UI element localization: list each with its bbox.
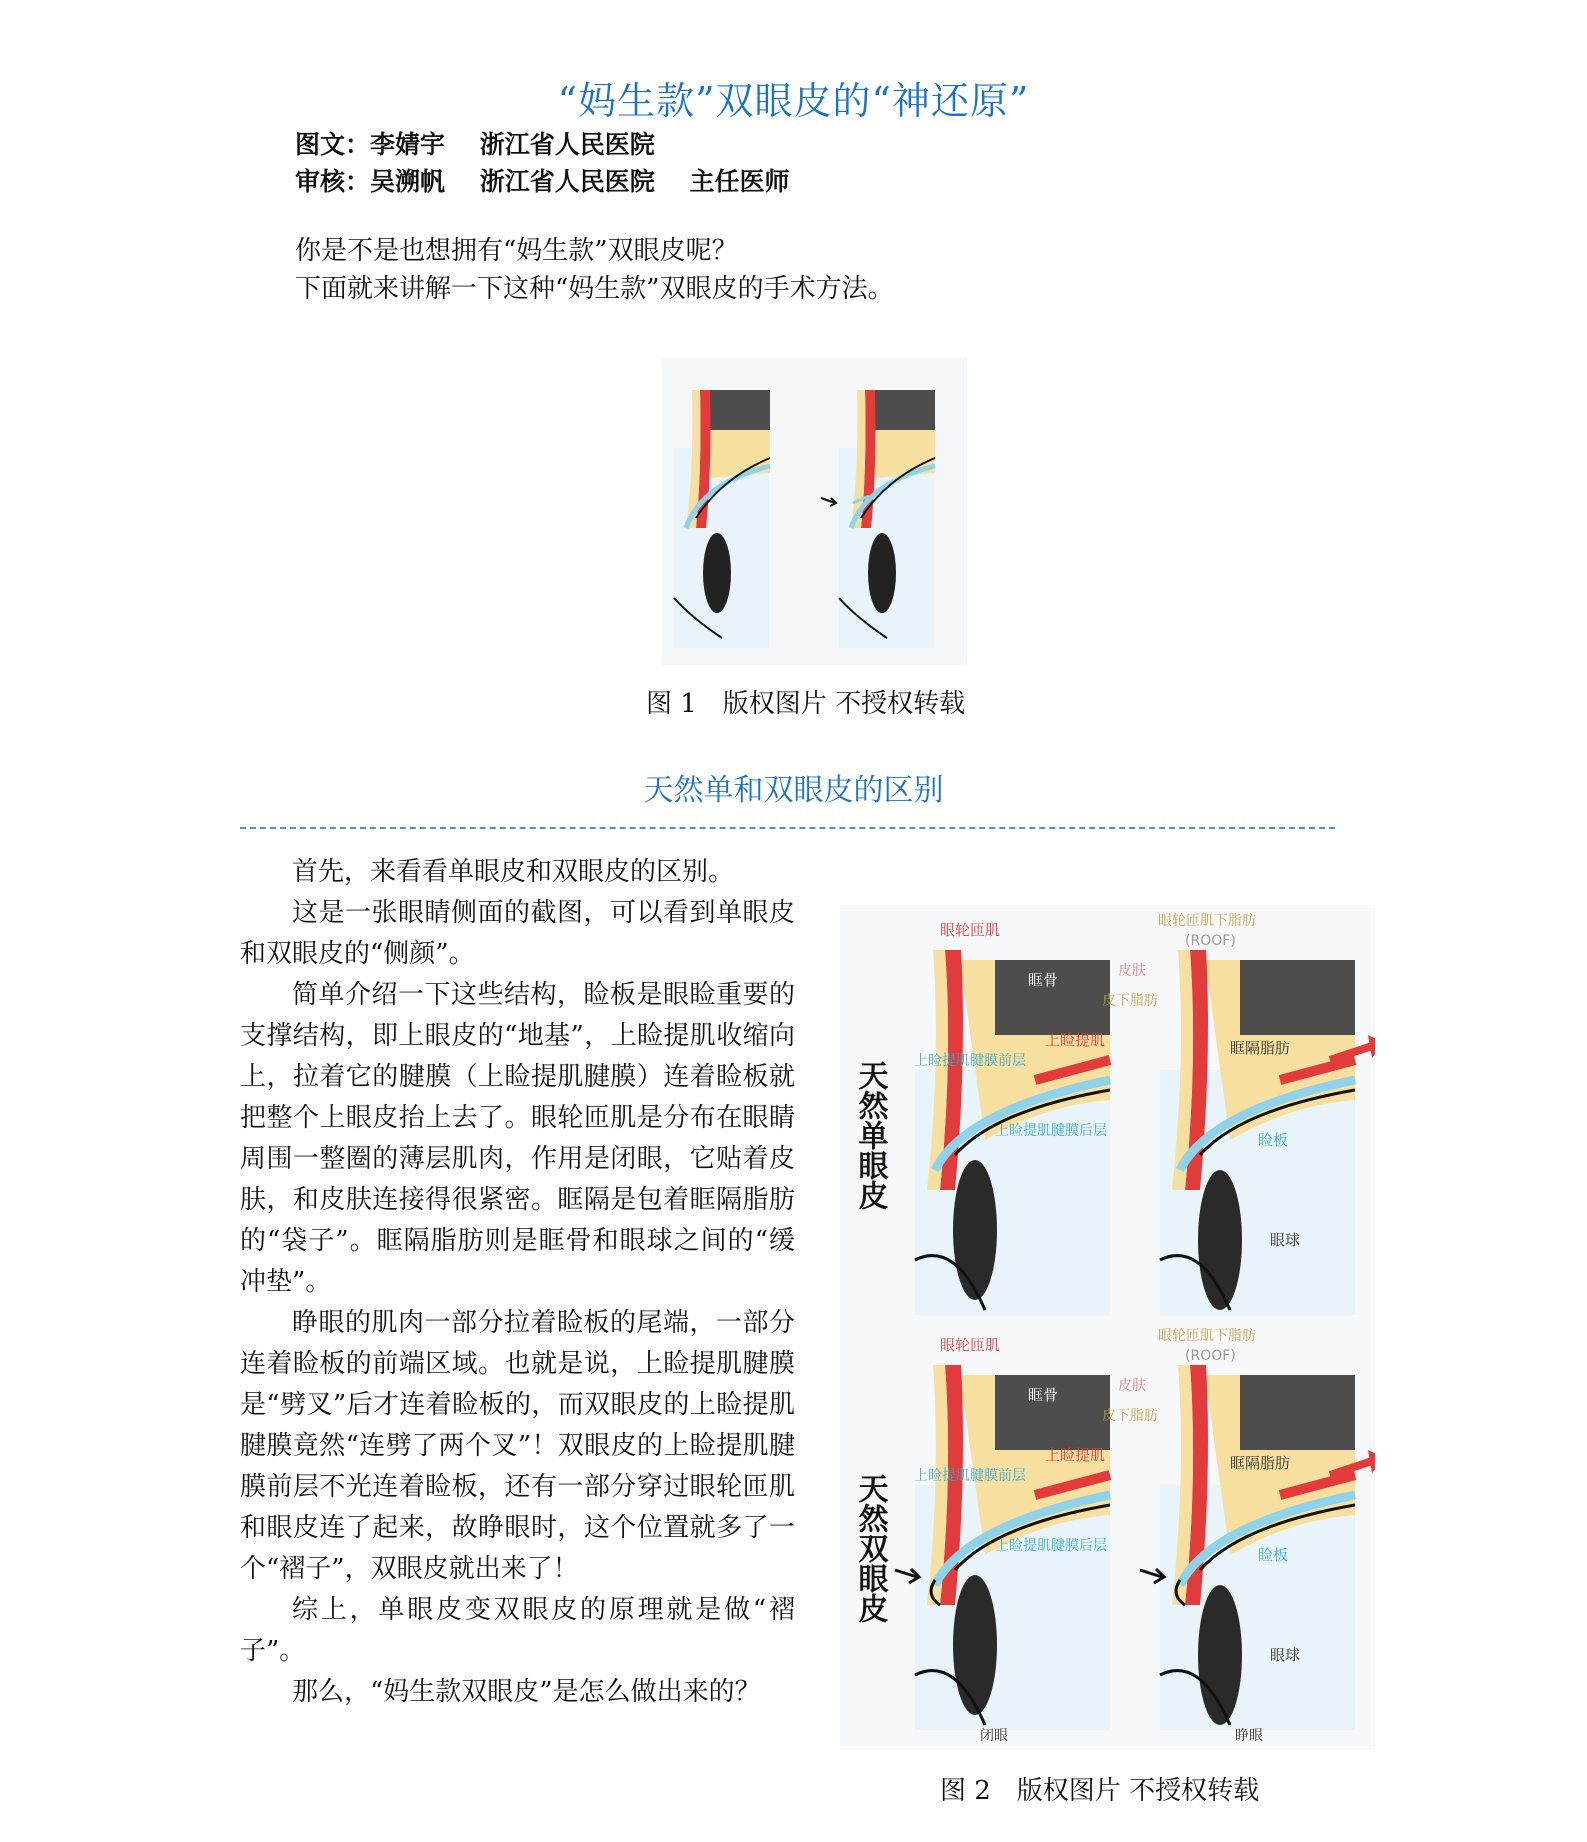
figure-1-image [662,358,967,665]
label-eyeball: 眼球 [1270,1646,1301,1664]
label-orbicularis: 眼轮匝肌 [940,1336,1001,1354]
label-orbital-fat: 眶隔脂肪 [1230,1039,1291,1057]
label-levator: 上睑提肌 [1045,1446,1106,1464]
label-tarsus: 睑板 [1258,1131,1289,1149]
page-title: “妈生款”双眼皮的“神还原” [557,79,1030,123]
paragraph: 首先，来看看单眼皮和双眼皮的区别。 [292,857,735,887]
author-label: 图文：李婧宇 [295,130,446,159]
label-closed-eye: 闭眼 [980,1728,1008,1744]
label-subcutaneous-fat: 皮下脂肪 [1102,1408,1158,1424]
figure-2-image [840,905,1375,1750]
paragraph: 睁眼的肌肉一部分拉着睑板的尾端，一部分连着睑板的前端区域。也就是说，上睑提肌腱膜是“劈叉”后才连着睑板的，而双眼皮的上睑提肌腱膜竟然“连劈了两个叉”！双眼皮的上睑提肌腱膜前层不光连着睑板，还有一部分穿过眼轮匝肌和眼皮连了起来，故睁眼时，这个位置就多了一个“褶子”，双眼皮就出来了！ [240,1308,795,1584]
label-roof-en: (ROOF) [1185,933,1236,949]
figure-1-caption: 图 1 版权图片 不授权转载 [646,689,966,719]
section-divider [240,827,1335,829]
reviewer-role: 主任医师 [689,167,790,196]
label-bone: 眶骨 [1028,971,1059,989]
label-aponeurosis-back: 上睑提肌腱膜后层 [995,1123,1107,1139]
paragraph: 简单介绍一下这些结构，睑板是眼睑重要的支撑结构，即上眼皮的“地基”，上睑提肌收缩向上，拉着它的腱膜（上睑提肌腱膜）连着睑板就把整个上眼皮抬上去了。眼轮匝肌是分布在眼睛周围一整圈的薄层肌肉，作用是闭眼，它贴着皮肤，和皮肤连接得很紧密。眶隔是包着眶隔脂肪的“袋子”。眶隔脂肪则是眶骨和眼球之间的“缓冲垫”。 [240,980,795,1297]
label-tarsus: 睑板 [1258,1546,1289,1564]
label-roof: 眼轮匝肌下脂肪 [1158,1328,1256,1344]
author-credit [295,125,681,161]
label-bone: 眶骨 [1028,1386,1059,1404]
reviewer-org: 浙江省人民医院 [479,167,655,196]
paragraph: 那么，“妈生款双眼皮”是怎么做出来的？ [292,1677,761,1707]
label-skin: 皮肤 [1118,1378,1146,1394]
paragraph: 这是一张眼睛侧面的截图，可以看到单眼皮和双眼皮的“侧颜”。 [240,898,795,969]
label-roof-en: (ROOF) [1185,1348,1236,1364]
label-subcutaneous-fat: 皮下脂肪 [1102,993,1158,1009]
paragraph: 综上，单眼皮变双眼皮的原理就是做“褶子”。 [240,1595,795,1666]
section-title: 天然单和双眼皮的区别 [643,773,944,808]
author-org: 浙江省人民医院 [479,130,655,159]
intro-line-1: 你是不是也想拥有“妈生款”双眼皮呢？ [295,236,738,266]
reviewer-label: 审核：吴溯帆 [295,167,446,196]
label-aponeurosis-front: 上睑提肌腱膜前层 [914,1468,1026,1484]
label-levator: 上睑提肌 [1045,1031,1106,1049]
label-eyeball: 眼球 [1270,1231,1301,1249]
row-label-double: 天然双眼皮 [852,1473,888,1623]
label-orbicularis: 眼轮匝肌 [940,921,1001,939]
row-label-single: 天然单眼皮 [852,1060,888,1210]
label-roof: 眼轮匝肌下脂肪 [1158,913,1256,929]
label-aponeurosis-back: 上睑提肌腱膜后层 [995,1538,1107,1554]
label-skin: 皮肤 [1118,963,1146,979]
figure-2-caption: 图 2 版权图片 不授权转载 [940,1776,1260,1806]
reviewer-credit [295,162,815,198]
label-aponeurosis-front: 上睑提肌腱膜前层 [914,1053,1026,1069]
label-open-eye: 睁眼 [1235,1728,1263,1744]
body-text [240,852,795,1713]
intro-line-2: 下面就来讲解一下这种“妈生款”双眼皮的手术方法。 [295,274,894,304]
label-orbital-fat: 眶隔脂肪 [1230,1454,1291,1472]
